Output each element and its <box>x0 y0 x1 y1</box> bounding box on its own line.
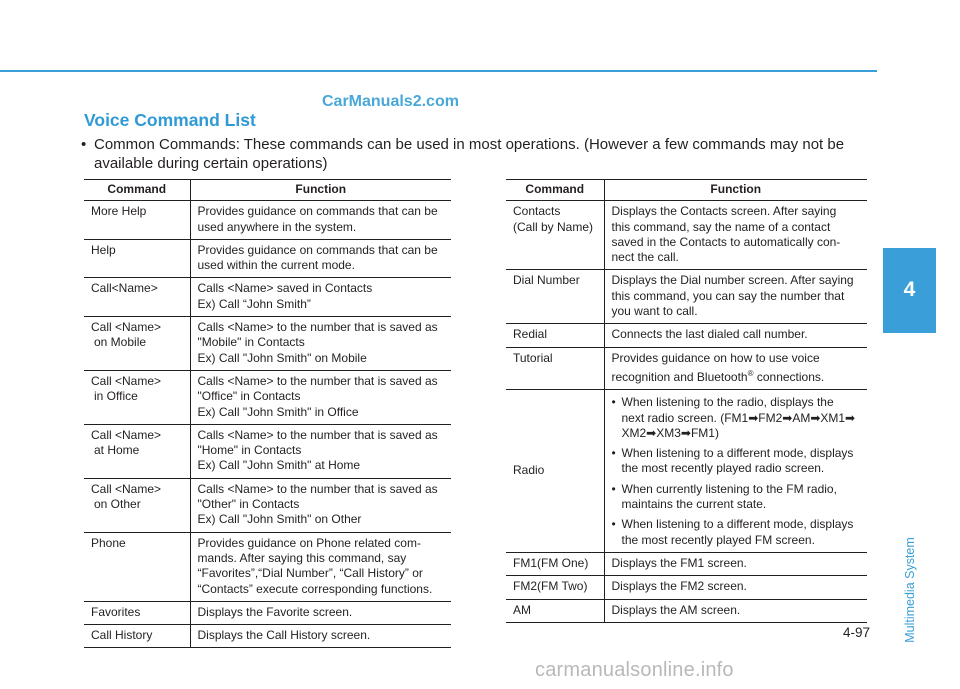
command-text: Call <Name> <box>91 373 162 388</box>
command-text: FM1(FM One) <box>513 555 589 570</box>
command-cell <box>84 601 190 624</box>
function-cell <box>604 270 867 324</box>
command-table-left <box>84 179 451 648</box>
table-row <box>84 370 451 424</box>
table-header-row <box>506 180 867 201</box>
command-cell <box>84 625 190 648</box>
watermark-top: CarManuals2.com <box>322 93 459 110</box>
function-text: Displays the FM2 screen. <box>611 579 747 594</box>
function-text: "Home" in Contacts <box>197 443 302 458</box>
command-text: Dial Number <box>513 273 580 288</box>
command-table-right <box>506 179 867 623</box>
command-text: Radio <box>513 462 545 477</box>
function-text: saved in the Contacts to automatically con- <box>611 234 841 249</box>
table-row <box>84 601 451 624</box>
function-text: “Favorites”,“Dial Number”, “Call History” or <box>197 566 423 581</box>
bullet: • <box>611 517 616 532</box>
table-row <box>506 324 867 347</box>
function-text: the most recently played FM screen. <box>621 532 815 547</box>
function-cell <box>604 324 867 347</box>
function-text: Displays the Call History screen. <box>197 628 371 643</box>
command-text: at Home <box>94 443 140 458</box>
bullet: • <box>81 136 87 153</box>
function-cell <box>190 601 451 624</box>
command-text: (Call by Name) <box>513 219 594 234</box>
function-text: mands. After saying this command, say <box>197 550 407 565</box>
table-row <box>506 201 867 270</box>
page-number: 4-97 <box>843 625 871 640</box>
list-item <box>612 517 866 548</box>
function-text: Displays the Contacts screen. After saying <box>611 204 837 219</box>
command-cell <box>84 278 190 317</box>
function-cell <box>190 370 451 424</box>
section-title: Voice Command List <box>84 110 256 130</box>
command-text: Call<Name> <box>91 281 158 296</box>
command-cell <box>506 201 604 270</box>
registered-mark: ® <box>747 368 754 378</box>
intro-paragraph <box>81 136 881 173</box>
function-text: Displays the FM1 screen. <box>611 555 747 570</box>
function-cell <box>604 576 867 599</box>
table-row <box>506 552 867 575</box>
table-row <box>506 599 867 622</box>
function-text: When listening to the radio, displays the <box>621 395 834 410</box>
command-text: Phone <box>91 535 126 550</box>
function-cell <box>190 239 451 278</box>
command-cell <box>506 390 604 553</box>
command-cell <box>506 347 604 390</box>
function-text: Displays the Favorite screen. <box>197 604 353 619</box>
top-rule <box>0 70 877 72</box>
function-text: maintains the current state. <box>621 497 767 512</box>
function-text: Provides guidance on commands that can be <box>197 204 438 219</box>
table-row <box>84 478 451 532</box>
function-text: When listening to a different mode, displays <box>621 517 854 532</box>
header-command: Command <box>84 180 190 201</box>
function-cell <box>604 347 867 390</box>
table-row <box>506 270 867 324</box>
command-cell <box>506 576 604 599</box>
command-text: Tutorial <box>513 350 553 365</box>
function-text: Ex) Call "John Smith" on Mobile <box>197 350 367 365</box>
function-text: Ex) Call "John Smith" at Home <box>197 458 361 473</box>
header-command: Command <box>506 180 604 201</box>
command-text: Favorites <box>91 604 141 619</box>
function-cell <box>604 599 867 622</box>
command-text: Contacts <box>513 204 561 219</box>
header-function: Function <box>190 180 451 201</box>
bullet: • <box>611 481 616 496</box>
function-text <box>612 366 866 385</box>
function-text: Connects the last dialed call number. <box>611 327 808 342</box>
table-row <box>506 347 867 390</box>
command-cell <box>84 424 190 478</box>
table-header-row <box>84 180 451 201</box>
function-cell <box>604 552 867 575</box>
command-cell <box>84 317 190 371</box>
command-text: Call <Name> <box>91 481 162 496</box>
table-row <box>84 239 451 278</box>
table-row <box>84 201 451 240</box>
function-text: Provides guidance on Phone related com- <box>197 535 421 550</box>
command-text: Call History <box>91 628 153 643</box>
function-text: next radio screen. (FM1➡FM2➡AM➡XM1➡ <box>621 410 856 425</box>
command-cell <box>506 599 604 622</box>
function-text: "Mobile" in Contacts <box>197 335 305 350</box>
table-row <box>506 390 867 553</box>
function-text: XM2➡XM3➡FM1) <box>621 425 719 440</box>
list-item <box>612 446 866 477</box>
function-text: "Office" in Contacts <box>197 389 301 404</box>
watermark-bottom: carmanualsonline.info <box>535 659 734 681</box>
function-text: connections. <box>753 369 825 384</box>
function-text: Calls <Name> to the number that is saved as <box>197 373 438 388</box>
table-row <box>84 424 451 478</box>
command-text: More Help <box>91 204 147 219</box>
table-row <box>84 317 451 371</box>
function-text: recognition and Bluetooth <box>611 369 748 384</box>
bullet: • <box>611 395 616 410</box>
header-function: Function <box>604 180 867 201</box>
function-text: Displays the AM screen. <box>611 602 741 617</box>
command-text: in Office <box>94 389 138 404</box>
function-text: this command, you can say the number that <box>611 288 845 303</box>
function-text: Calls <Name> saved in Contacts <box>197 281 373 296</box>
table-row <box>506 576 867 599</box>
function-text: you want to call. <box>611 304 698 319</box>
function-cell <box>190 625 451 648</box>
command-text: on Other <box>94 497 141 512</box>
chapter-title: Multimedia System <box>903 537 917 643</box>
command-text: FM2(FM Two) <box>513 579 588 594</box>
function-text: When listening to a different mode, displays <box>621 446 854 461</box>
function-cell <box>604 390 867 553</box>
command-text: AM <box>513 602 531 617</box>
function-cell <box>190 201 451 240</box>
bullet: • <box>611 446 616 461</box>
function-text: Provides guidance on how to use voice <box>611 350 820 365</box>
function-cell <box>604 201 867 270</box>
intro-line-1: Common Commands: These commands can be used in most operations. (However a few commands may not be <box>94 136 845 153</box>
command-text: Call <Name> <box>91 427 162 442</box>
table-row <box>84 532 451 601</box>
command-cell <box>506 324 604 347</box>
intro-line-2: available during certain operations) <box>94 154 328 172</box>
function-text: "Other" in Contacts <box>197 497 300 512</box>
function-text: When currently listening to the FM radio, <box>621 481 837 496</box>
function-text: Calls <Name> to the number that is saved as <box>197 481 438 496</box>
function-text: used anywhere in the system. <box>197 219 357 234</box>
table-row <box>84 278 451 317</box>
function-text: the most recently played radio screen. <box>621 461 825 476</box>
function-text: “Contacts” execute corresponding functions. <box>197 581 433 596</box>
function-text: Ex) Call “John Smith” <box>197 296 311 311</box>
command-cell <box>84 478 190 532</box>
function-cell <box>190 424 451 478</box>
function-text: Calls <Name> to the number that is saved as <box>197 320 438 335</box>
function-text: Ex) Call "John Smith" on Other <box>197 512 362 527</box>
function-cell <box>190 278 451 317</box>
command-cell <box>84 532 190 601</box>
function-text: Displays the Dial number screen. After saying <box>611 273 854 288</box>
chapter-sidebar <box>898 250 922 643</box>
command-cell <box>84 370 190 424</box>
table-row <box>84 625 451 648</box>
function-cell <box>190 532 451 601</box>
function-text: nect the call. <box>611 250 679 265</box>
chapter-number: 4 <box>903 278 916 301</box>
function-text: Calls <Name> to the number that is saved as <box>197 427 438 442</box>
command-text: on Mobile <box>94 335 147 350</box>
list-item <box>612 482 866 513</box>
command-text: Help <box>91 242 116 257</box>
command-text: Redial <box>513 327 548 342</box>
command-cell <box>506 552 604 575</box>
command-cell <box>506 270 604 324</box>
function-cell <box>190 478 451 532</box>
command-cell <box>84 201 190 240</box>
function-text: used within the current mode. <box>197 258 355 273</box>
function-text: Ex) Call "John Smith" in Office <box>197 404 359 419</box>
function-text: Provides guidance on commands that can be <box>197 242 438 257</box>
command-cell <box>84 239 190 278</box>
list-item <box>612 395 866 441</box>
function-cell <box>190 317 451 371</box>
command-text: Call <Name> <box>91 320 162 335</box>
function-text: this command, say the name of a contact <box>611 219 831 234</box>
